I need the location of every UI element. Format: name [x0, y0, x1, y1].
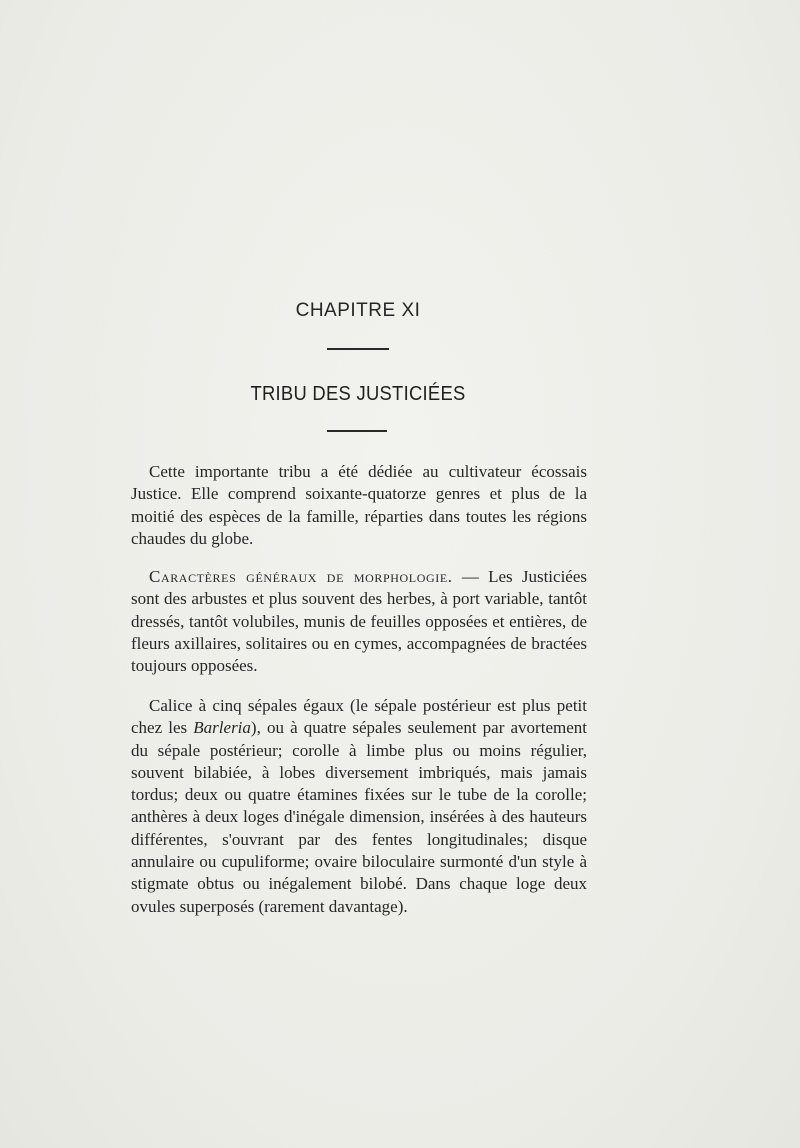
intro-text: Cette importante tribu a été dédiée au cultivateur écossais Justice. Elle comprend soixante-quatorze genres et plus de la moitié des espèces de la famille, réparties dans toutes les régions chaudes du globe. — [131, 462, 587, 548]
characters-paragraph — [131, 566, 587, 677]
intro-paragraph — [131, 461, 587, 550]
heading-rule-bottom — [327, 430, 387, 432]
chapter-heading: CHAPITRE XI — [295, 300, 421, 321]
chapter-title: TRIBU DES JUSTICIÉES — [250, 383, 466, 405]
heading-rule-top — [327, 348, 389, 350]
section-heading-small-caps: Caractères généraux de morphologie. — [149, 567, 453, 586]
characters-text: — Les Justiciées sont des arbustes et plus souvent des herbes, à port variable, tantôt dressés, tantôt volubiles, munis de feuilles opposées et entières, de fleurs axillaires, solitaires ou en cymes, accompagnées de bractées toujours opposées. — [131, 567, 587, 676]
characters-body — [131, 566, 587, 677]
genus-name: Barleria — [193, 718, 251, 738]
calice-paragraph — [131, 695, 587, 918]
calice-text-end: ), ou à quatre sépales seulement par avortement du sépale postérieur; corolle à limbe plus ou moins régulier, souvent bilabiée, à lobes diversement imbriqués, mais jamais tordus; deux ou quatre étamines fixées sur le tube de la corolle; anthères à deux loges d'inégale dimension, insérées à des hauteurs différentes, s'ouvrant par des fentes longitudinales; disque annulaire ou cupuliforme; ovaire biloculaire surmonté d'un style à stigmate obtus ou inégalement bilobé. Dans chaque loge deux ovules superposés (rarement davantage). — [131, 718, 587, 916]
calice-text-start: Calice à cinq sépales égaux (le sépale postérieur est plus petit chez les — [131, 696, 587, 738]
calice-body — [131, 695, 587, 918]
